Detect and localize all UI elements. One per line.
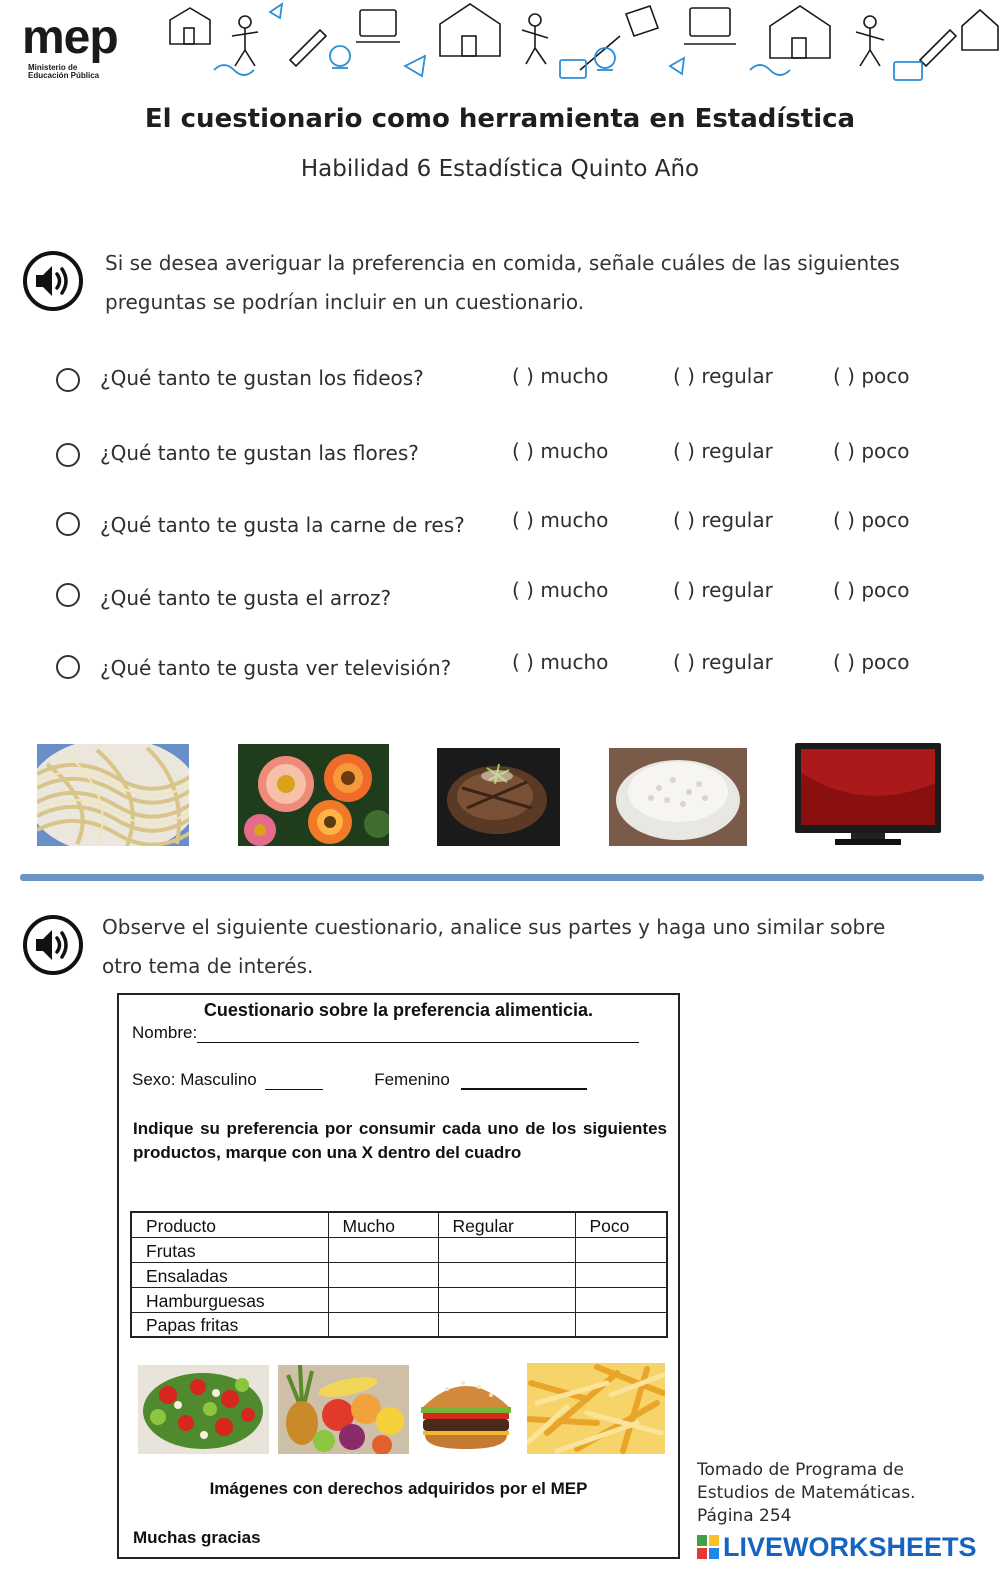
checkbox-cell[interactable] xyxy=(575,1287,667,1312)
radio-button[interactable] xyxy=(56,368,80,392)
checkbox-cell[interactable] xyxy=(328,1287,438,1312)
table-row xyxy=(131,1287,667,1312)
question-text: ¿Qué tanto te gusta ver televisión? xyxy=(100,656,452,680)
source-note: Tomado de Programa de Estudios de Matemáticas. Página 254 xyxy=(697,1460,916,1526)
table-header-row xyxy=(131,1212,667,1237)
page-subtitle: Habilidad 6 Estadística Quinto Año xyxy=(300,156,700,182)
table-row xyxy=(131,1237,667,1262)
question-row xyxy=(56,364,956,398)
thanks-text: Muchas gracias xyxy=(133,1528,261,1547)
radio-button[interactable] xyxy=(56,655,80,679)
mep-logo xyxy=(22,8,162,84)
choice-regular: ( ) regular xyxy=(673,508,773,532)
question-row xyxy=(56,578,956,612)
school-doodles-decoration xyxy=(150,0,1000,92)
checkbox-cell[interactable] xyxy=(575,1237,667,1262)
question-text: ¿Qué tanto te gustan las flores? xyxy=(100,441,419,465)
checkbox-cell[interactable] xyxy=(438,1312,575,1337)
speaker-icon[interactable] xyxy=(22,250,84,312)
product-cell: Ensaladas xyxy=(131,1262,328,1287)
checkbox-cell[interactable] xyxy=(575,1312,667,1337)
product-cell: Hamburguesas xyxy=(131,1287,328,1312)
questionnaire-example-card xyxy=(117,993,680,1559)
card-instruction: Indique su preferencia por consumir cada uno de los siguientes productos, marque con una X dentro del cuadro xyxy=(133,1119,667,1162)
choice-poco: ( ) poco xyxy=(833,439,910,463)
section2-instruction: Observe el siguiente cuestionario, analice sus partes y haga uno similar sobre otro tema de interés. xyxy=(102,915,886,978)
checkbox-cell[interactable] xyxy=(328,1312,438,1337)
preference-table xyxy=(130,1211,668,1338)
choice-poco: ( ) poco xyxy=(833,578,910,602)
choice-mucho: ( ) mucho xyxy=(512,578,609,602)
choice-poco: ( ) poco xyxy=(833,650,910,674)
choice-regular: ( ) regular xyxy=(673,364,773,388)
speaker-icon[interactable] xyxy=(22,914,84,976)
header-mucho: Mucho xyxy=(328,1212,438,1237)
checkbox-cell[interactable] xyxy=(575,1262,667,1287)
header-banner xyxy=(0,0,1000,92)
checkbox-cell[interactable] xyxy=(328,1237,438,1262)
beef-image xyxy=(437,748,560,846)
question-text: ¿Qué tanto te gustan los fideos? xyxy=(100,366,424,390)
radio-button[interactable] xyxy=(56,583,80,607)
salad-image xyxy=(138,1365,269,1454)
question-text: ¿Qué tanto te gusta el arroz? xyxy=(100,586,392,610)
header-poco: Poco xyxy=(575,1212,667,1237)
choice-mucho: ( ) mucho xyxy=(512,508,609,532)
flowers-image xyxy=(238,744,389,846)
checkbox-cell[interactable] xyxy=(328,1262,438,1287)
fruits-image xyxy=(278,1365,409,1454)
question-text: ¿Qué tanto te gusta la carne de res? xyxy=(100,513,465,537)
choice-mucho: ( ) mucho xyxy=(512,650,609,674)
logo-subtitle: Ministerio de Educación Pública xyxy=(28,63,100,80)
radio-button[interactable] xyxy=(56,512,80,536)
choice-regular: ( ) regular xyxy=(673,578,773,602)
rice-image xyxy=(609,748,747,846)
product-cell: Frutas xyxy=(131,1237,328,1262)
image-rights-caption: Imágenes con derechos adquiridos por el MEP xyxy=(209,1479,588,1498)
liveworksheets-icon xyxy=(697,1535,719,1559)
section1-instruction: Si se desea averiguar la preferencia en comida, señale cuáles de las siguientes preguntas se podrían incluir en un cuestionario. xyxy=(105,251,900,314)
question-row xyxy=(56,439,956,473)
choice-poco: ( ) poco xyxy=(833,508,910,532)
logo-wordmark: mep xyxy=(22,11,118,64)
table-row xyxy=(131,1262,667,1287)
noodles-image xyxy=(37,744,189,846)
checkbox-cell[interactable] xyxy=(438,1237,575,1262)
choice-poco: ( ) poco xyxy=(833,364,910,388)
header-producto: Producto xyxy=(131,1212,328,1237)
choice-mucho: ( ) mucho xyxy=(512,439,609,463)
page-title: El cuestionario como herramienta en Estadística xyxy=(144,104,856,134)
sex-line: Sexo: Masculino Femenino xyxy=(132,1070,587,1090)
radio-button[interactable] xyxy=(56,443,80,467)
name-line: Nombre: xyxy=(132,1023,639,1043)
liveworksheets-logo[interactable] xyxy=(697,1532,977,1562)
question-row xyxy=(56,508,956,542)
question-row xyxy=(56,651,956,685)
card-title: Cuestionario sobre la preferencia alimenticia. xyxy=(203,1000,594,1020)
fries-image xyxy=(527,1363,665,1454)
checkbox-cell[interactable] xyxy=(438,1287,575,1312)
section-divider xyxy=(20,874,984,881)
header-regular: Regular xyxy=(438,1212,575,1237)
product-cell: Papas fritas xyxy=(131,1312,328,1337)
television-image xyxy=(795,743,941,847)
choice-regular: ( ) regular xyxy=(673,439,773,463)
checkbox-cell[interactable] xyxy=(438,1262,575,1287)
choice-mucho: ( ) mucho xyxy=(512,364,609,388)
table-row xyxy=(131,1312,667,1337)
hamburger-image xyxy=(417,1365,515,1454)
liveworksheets-wordmark: LIVEWORKSHEETS xyxy=(723,1531,977,1562)
choice-regular: ( ) regular xyxy=(673,650,773,674)
